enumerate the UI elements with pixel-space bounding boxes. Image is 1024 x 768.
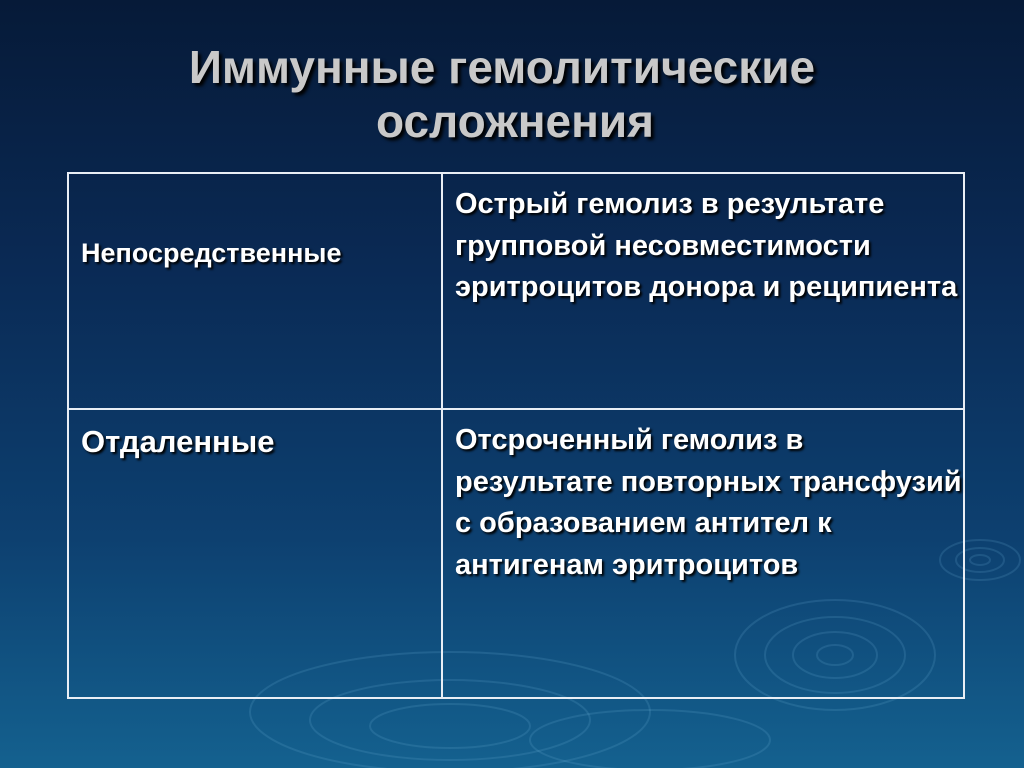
table-row: [68, 409, 964, 698]
table-row: [68, 173, 964, 409]
slide-title-line-2: осложнения: [375, 95, 655, 147]
table-row-description: Острый гемолиз в результате групповой несовместимости эритроцитов донора и реципиента: [442, 173, 964, 409]
slide-title-line-1: Иммунные гемолитические: [188, 41, 816, 93]
slide-title: [0, 40, 1024, 148]
table-row-description: Отсроченный гемолиз в результате повторных трансфузий с образованием антител к антигенам эритроцитов: [442, 409, 964, 698]
table-row-label: Отдаленные: [68, 409, 442, 698]
table-row-label: Непосредственные: [68, 173, 442, 409]
complications-table: [67, 172, 965, 699]
